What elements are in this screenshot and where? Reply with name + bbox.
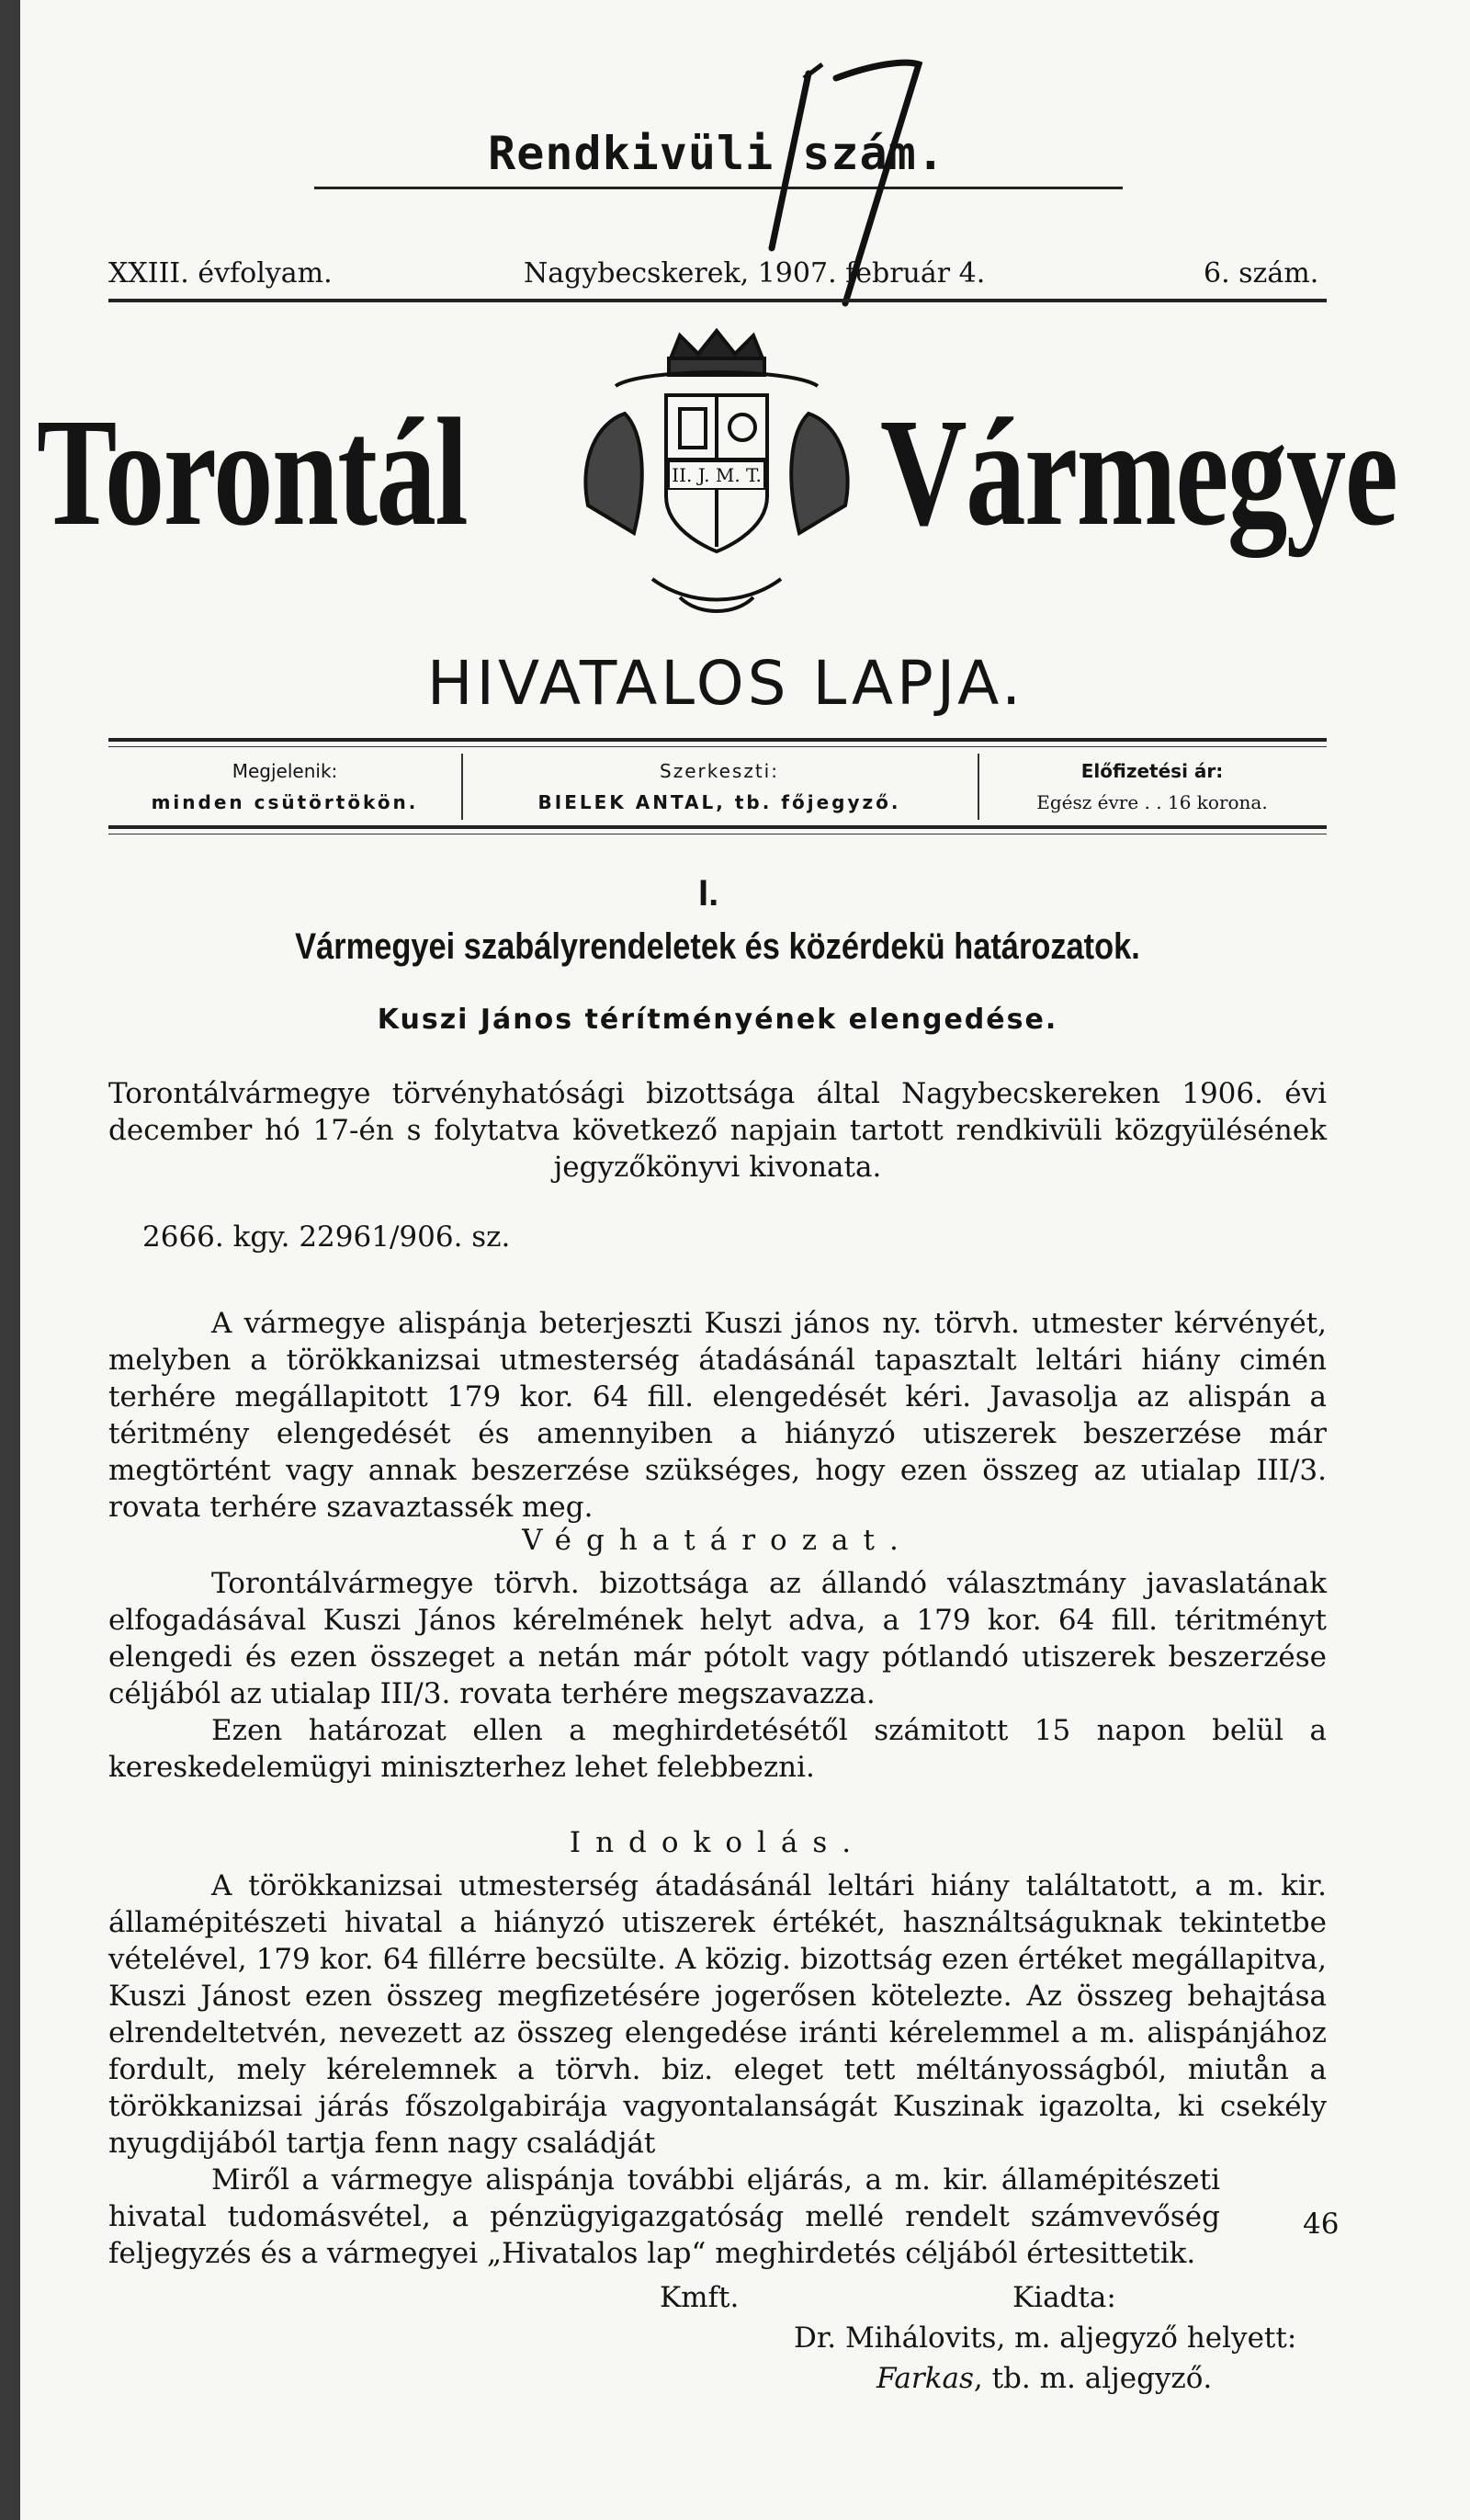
- article-body: A vármegye alispánja beterjeszti Kuszi jános ny. törvh. utmester kérvényét, melyben a törökkanizsai utmesterség átadásánál tapasztalt leltári hiány cimén terhére megállapitott 179 kor. 64 fill. elengedését kéri. Javasolja az alispán a téritmény elengedését és amennyiben a hiányzó utiszerek beszerzése már megtörtént vagy annak beszerzése szükséges, hogy ezen összeg az utialap III/3. rovata terhére szavaztassék meg.: [108, 1307, 1327, 1524]
- crest-label: II. J. M. T.: [672, 464, 762, 486]
- special-issue-rule: [314, 187, 1123, 189]
- masthead-subtitle: HIVATALOS LAPJA.: [426, 648, 1025, 719]
- special-issue-title: Rendkivüli szám.: [488, 127, 945, 180]
- appears-info: [108, 755, 461, 818]
- editor-value: BIELEK ANTAL, tb. főjegyző.: [537, 791, 901, 813]
- price-value: Egész évre . . 16 korona.: [1036, 791, 1268, 813]
- resolution-heading: Véghatározat.: [522, 1524, 913, 1557]
- signer-line: [876, 2362, 1212, 2395]
- coat-of-arms-icon: [560, 322, 873, 634]
- appears-value: minden csütörtökön.: [151, 791, 419, 813]
- editor-label: Szerkeszti:: [660, 760, 779, 782]
- signer-name: Farkas: [876, 2362, 974, 2395]
- signer-title: , tb. m. aljegyző.: [973, 2362, 1213, 2395]
- price-label: Előfizetési ár:: [1080, 760, 1224, 782]
- article-reference: 2666. kgy. 22961/906. sz.: [142, 1220, 511, 1254]
- reasoning-paragraph: A törökkanizsai utmesterség átadásánál leltári hiány találtatott, a m. kir. államépitészeti hivatal a hiányzó utiszerek értékét, használtságuknak tekintetbe vételével, 179 kor. 64 fillérre becsülte. A közig. bizottság ezen értéket megállapitva, Kuszi Jánost ezen összeg megfizetésére jogerősen kötelezte. Az összeg behajtása elrendeltetvén, nevezett az összeg elengedése iránti kérelemmel a m. alispánjához fordult, mely kérelemnek a törvh. biz. eleget tett méltányosságból, miutån a törökkanizsai járás főszolgabirája vagyontalanságát Kuszinak igazolta, ki csekély nyugdijából tartja fenn nagy családját: [108, 1869, 1327, 2160]
- article-title: Kuszi János térítményének elengedése.: [377, 1004, 1058, 1036]
- appeal-paragraph: Ezen határozat ellen a meghirdetésétől számitott 15 napon belül a kereskedelemügyi miniszterhez lehet felebbezni.: [108, 1714, 1327, 1784]
- kmft-label: Kmft.: [660, 2281, 740, 2314]
- section-title: Vármegyei szabályrendeletek és közérdekü határozatok.: [295, 926, 1140, 967]
- issue-number-label: 6. szám.: [1204, 257, 1319, 289]
- resolution-paragraph: Torontálvármegye törvh. bizottsága az állandó választmány javaslatának elfogadásával Kuszi János kérelmének helyt adva, a 179 kor. 64 fill. téritményt elengedi és ezen összeget a netán már pótolt vagy pótlandó utiszerek beszerzése céljából az utialap III/3. rovata terhére megszavazza.: [108, 1567, 1327, 1710]
- reasoning-heading: Indokolás.: [569, 1826, 866, 1859]
- info-box-top-rule: [108, 738, 1327, 742]
- section-number: I.: [698, 873, 719, 914]
- scan-edge: [0, 0, 20, 2520]
- price-info: [978, 755, 1327, 818]
- place-date-label: Nagybecskerek, 1907. február 4.: [524, 257, 986, 289]
- dateline-rule: [108, 299, 1327, 302]
- notification-paragraph: Miről a vármegye alispánja további eljárás, a m. kir. államépitészeti hivatal tudomásvétel, a pénzügyigazgatóság mellé rendelt számvevőség feljegyzés és a vármegyei „Hivatalos lap“ meghirdetés céljából értesittetik.: [108, 2163, 1220, 2270]
- kiadta-label: Kiadta:: [1012, 2281, 1116, 2314]
- masthead-left-word: Torontál: [37, 387, 468, 558]
- deputy-signature-line: Dr. Mihálovits, m. aljegyző helyett:: [794, 2321, 1297, 2355]
- volume-label: XXIII. évfolyam.: [108, 257, 333, 289]
- editor-info: [461, 755, 978, 818]
- appears-label: Megjelenik:: [232, 760, 338, 782]
- info-box-bottom-rule: [108, 825, 1327, 829]
- info-box-top-rule-thin: [108, 746, 1327, 747]
- page-number: 46: [1303, 2208, 1340, 2241]
- article-intro: Torontálvármegye törvényhatósági bizottsága által Nagybecskereken 1906. évi december hó 17-én s folytatva következő napjain tartott rendkivüli közgyülésének jegyzőkönyvi kivonata.: [108, 1077, 1327, 1184]
- masthead-right-word: Vármegye: [880, 387, 1397, 558]
